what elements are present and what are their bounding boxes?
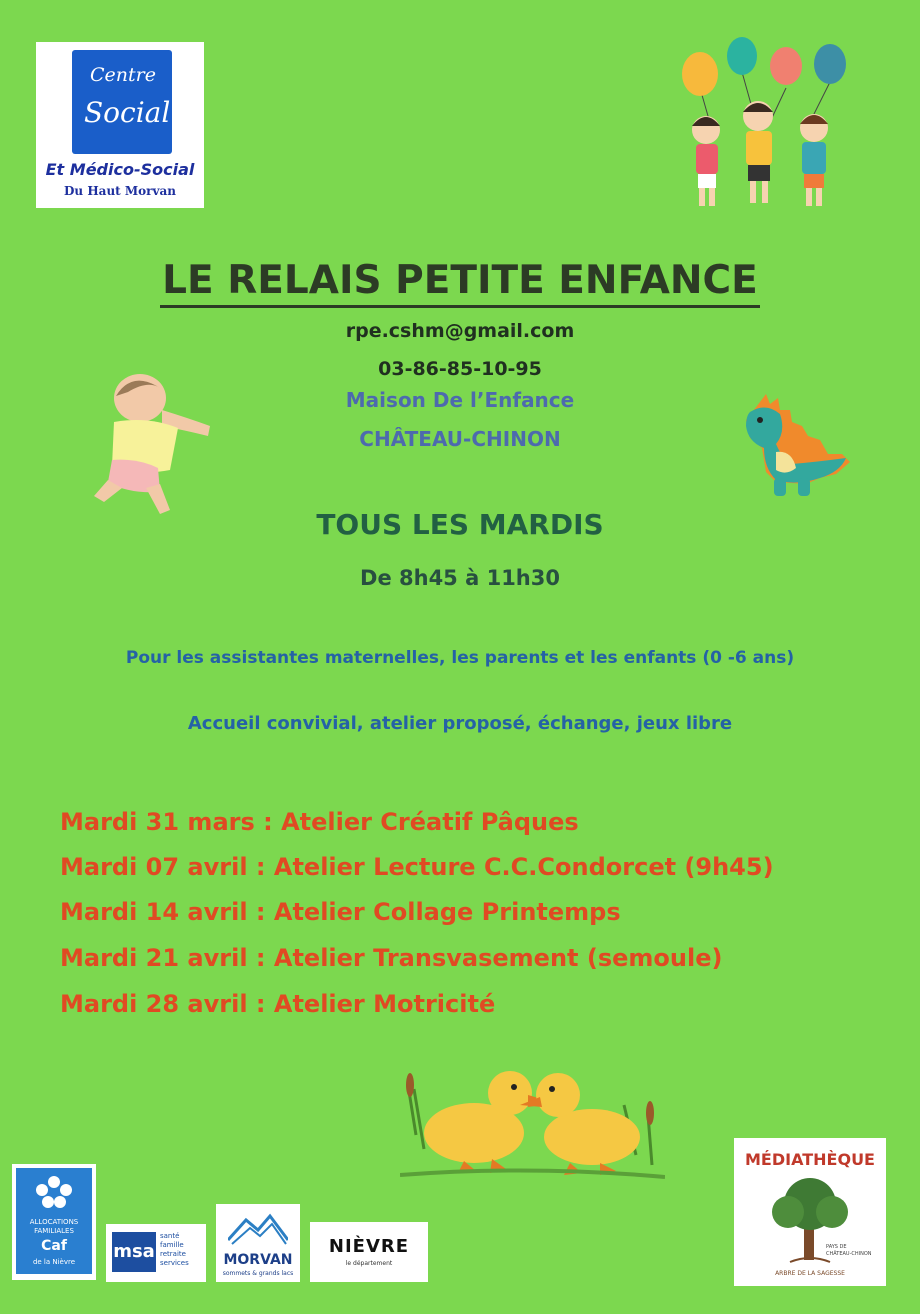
crawling-baby-icon — [88, 370, 218, 520]
mountains-icon — [228, 1210, 288, 1246]
contact-email: rpe.cshm@gmail.com — [345, 320, 575, 342]
centre-social-logo — [36, 42, 204, 208]
schedule-heading: TOUS LES MARDIS — [316, 508, 604, 541]
contact-phone: 03-86-85-10-95 — [378, 358, 542, 380]
session-item: Mardi 14 avril : Atelier Collage Printemps — [60, 898, 621, 926]
mediatheque-motto: ARBRE DE LA SAGESSE — [775, 1270, 845, 1277]
session-item: Mardi 07 avril : Atelier Lecture C.C.Condorcet (9h45) — [60, 853, 774, 881]
logo-text-social: Social — [84, 96, 171, 129]
children-with-balloons-icon — [670, 30, 860, 215]
nievre-logo — [310, 1222, 428, 1282]
nievre-tagline: le département — [345, 1260, 393, 1267]
msa-line3: retraite — [160, 1250, 186, 1258]
caf-line2: FAMILIALES — [34, 1227, 74, 1235]
caf-line4: de la Nièvre — [32, 1258, 76, 1266]
activities-summary: Accueil convivial, atelier proposé, échange, jeux libre — [187, 713, 733, 734]
logo-text-centre: Centre — [90, 64, 156, 86]
caf-name: Caf — [41, 1238, 67, 1254]
caf-emblem-icon — [30, 1172, 78, 1212]
logo-text-haut-morvan: Du Haut Morvan — [64, 184, 176, 198]
morvan-tagline: sommets & grands lacs — [222, 1270, 294, 1277]
session-item: Mardi 28 avril : Atelier Motricité — [60, 990, 496, 1018]
session-item: Mardi 21 avril : Atelier Transvasement (semoule) — [60, 944, 723, 972]
msa-mark: msa — [112, 1232, 156, 1272]
mediatheque-name: MÉDIATHÈQUE — [745, 1150, 875, 1169]
mediatheque-logo — [734, 1138, 886, 1286]
logo-text-medico-social: Et Médico-Social — [45, 160, 195, 179]
morvan-name: MORVAN — [223, 1252, 293, 1268]
poster-title: LE RELAIS PETITE ENFANCE — [160, 258, 760, 308]
session-item: Mardi 31 mars : Atelier Créatif Pâques — [60, 808, 579, 836]
venue-name: Maison De l’Enfance — [345, 388, 575, 412]
ducklings-icon — [400, 1055, 665, 1185]
mediatheque-line1: PAYS DE — [826, 1244, 847, 1250]
msa-line4: services — [160, 1259, 189, 1267]
audience-text: Pour les assistantes maternelles, les parents et les enfants (0 -6 ans) — [125, 648, 795, 668]
morvan-logo — [216, 1204, 300, 1282]
nievre-name: NIÈVRE — [328, 1236, 410, 1257]
venue-town: CHÂTEAU-CHINON — [359, 427, 561, 451]
poster-title-wrap — [0, 258, 920, 308]
opening-hours: De 8h45 à 11h30 — [360, 566, 560, 590]
msa-line2: famille — [160, 1241, 184, 1249]
dinosaur-icon — [736, 392, 860, 510]
msa-line1: santé — [160, 1232, 180, 1240]
caf-line1: ALLOCATIONS — [29, 1218, 79, 1226]
caf-logo — [12, 1164, 96, 1280]
msa-logo — [106, 1224, 206, 1282]
mediatheque-line2: CHÂTEAU-CHINON — [826, 1251, 872, 1257]
centre-social-logo-mark — [72, 50, 172, 154]
